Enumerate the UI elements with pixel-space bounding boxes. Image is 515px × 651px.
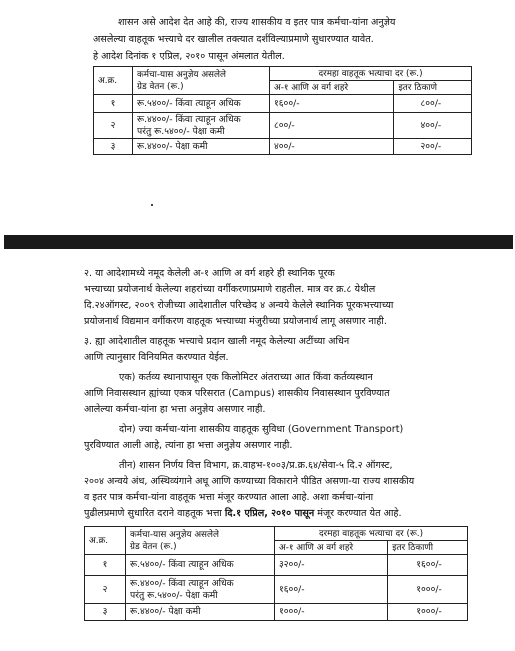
table-row [85,555,468,576]
cell-city-a: १६००/- [270,95,394,113]
cell-grade-line-2: परंतु रू.५४००/- पेक्षा कमी [130,589,218,601]
top-rates-table [93,66,472,155]
para2-line-3: दि.२४ऑगस्ट, २००९ रोजीच्या आदेशातील परिच्छेद ४ अन्वये केलेले स्थानिक पूरकभत्त्याच्या [84,300,394,311]
cond3-line-4-text: पुढीलप्रमाणे सुधारित दराने वाहतूक भत्ता [84,508,225,519]
top-line-3: हे आदेश दिनांक १ एप्रिल, २०१० पासून अंमलात येतील. [93,51,285,62]
cond1-line-2: आणि निवासस्थान ह्यांच्या एकत्र परिसरात (Campus) शासकीय निवासस्थान पुरविण्यात [84,388,390,399]
th-grade [133,67,270,95]
th-grade-line-2: ग्रेड वेतन (रू.) [137,81,184,92]
cell-grade: रू.५४००/- किंवा त्याहून अधिक [133,95,270,113]
cond2-line-2: पुरविण्यात आली आहे, त्यांना हा भत्ता अनुज्ञेय असणार नाही. [84,440,293,451]
th-grade-line-1: कर्मचा-यास अनुज्ञेय असलेले [137,69,226,80]
th-grade-line-1: कर्मचा-यास अनुज्ञेय असलेले [130,529,219,540]
table-row [85,576,468,604]
th-grade [126,527,275,555]
cell-city-other: १०००/- [388,576,468,604]
cond2-line-1: दोन) ज्या कर्मचा-यांना शासकीय वाहतूक सुविधा (Government Transport) [119,424,404,435]
cond3-line-4 [84,506,402,522]
cell-grade-line-1: रू.४४००/- किंवा त्याहून अधिक [130,577,234,589]
cell-city-other: २००/- [394,139,472,155]
top-line-1: शासन असे आदेश देत आहे की, राज्य शासकीय व इतर पात्र कर्मचा-यांना अनुज्ञेय [118,17,396,28]
th-rate: दरमहा वाहतूक भत्याचा दर (रू.) [270,67,472,81]
scan-speck [151,204,153,206]
bottom-rates-table [84,526,468,621]
cell-sr: १ [85,555,126,576]
th-sr: अ.क्र. [94,67,133,95]
cond3-line-2: २००४ अन्वये अंध, अस्थिव्यंगाने अधू आणि कण्याच्या विकाराने पीडित असणा-या राज्य शासकीय [84,476,415,487]
table-row [94,113,472,139]
cell-city-a: ४००/- [270,139,394,155]
para3-line-1: ३. ह्या आदेशातील वाहतूक भत्त्याचे प्रदान खाली नमूद केलेल्या अटींच्या अधिन [84,336,350,347]
cell-city-a: १६००/- [275,576,388,604]
cell-grade [133,113,270,139]
cell-sr: २ [85,576,126,604]
th-city-a: अ-१ आणि अ वर्ग शहरे [270,81,394,95]
effective-date: दि.१ एप्रिल, २०१० पासून [224,508,315,519]
th-city-other: इतर ठिकाणी [388,541,468,555]
cell-city-other: ४००/- [394,113,472,139]
cell-sr: १ [94,95,133,113]
cell-grade: रू.४४००/- पेक्षा कमी [126,604,275,621]
cell-city-a: १०००/- [275,604,388,621]
para2-line-1: २. या आदेशामध्ये नमूद केलेली अ-१ आणि अ वर्ग शहरे ही स्थानिक पूरक [84,268,335,279]
table-row [94,139,472,155]
cond1-line-3: आलेल्या कर्मचा-यांना हा भत्ता अनुज्ञेय असणार नाही. [84,404,266,415]
para2-line-2: भत्त्याच्या प्रयोजनार्थ केलेल्या शहरांच्या वर्गीकरणाप्रमाणे राहतील. मात्र वर क्र.८ येथील [84,284,376,295]
cell-sr: ३ [85,604,126,621]
th-rate: दरमहा वाहतूक भत्याचा दर (रू.) [275,527,468,541]
th-grade-line-2: ग्रेड वेतन (रू.) [130,541,177,552]
cond1-line-1: एक) कर्तव्य स्थानापासून एक किलोमिटर अंतराच्या आत किंवा कर्तव्यस्थान [119,372,373,383]
cell-city-other: १०००/- [388,604,468,621]
cell-sr: २ [94,113,133,139]
table-row [85,604,468,621]
page-divider-bar [4,235,513,249]
table-row [94,95,472,113]
cell-grade: रू.४४००/- पेक्षा कमी [133,139,270,155]
cond3-line-4-tail: मंजूर करण्यात येत आहे. [314,508,402,519]
th-sr: अ.क्र. [85,527,126,555]
para2-line-4: प्रयोजनार्थ विद्यमान वर्गीकरण वाहतूक भत्त्याच्या मंजुरीच्या प्रयोजनार्थ लागू असणार नाही. [84,316,387,327]
cell-city-a: ८००/- [270,113,394,139]
cond3-line-3: व इतर पात्र कर्मचा-यांना वाहतूक भत्ता मंजूर करण्यात आला आहे. अशा कर्मचा-यांना [84,492,374,503]
cond3-line-1: तीन) शासन निर्णय वित्त विभाग, क्र.वाहभ-१००३/प्र.क्र.६४/सेवा-५ दि.२ ऑगस्ट, [119,460,393,471]
th-city-other: इतर ठिकाणे [394,81,472,95]
top-line-2: असलेल्या वाहतूक भत्त्याचे दर खालील तक्त्यात दर्शविल्याप्रमाणे सुधारण्यात यावेत. [93,34,374,45]
cell-city-other: ८००/- [394,95,472,113]
cell-city-a: ३२००/- [275,555,388,576]
cell-grade-line-2: परंतु रू.५४००/- पेक्षा कमी [137,125,225,137]
cell-city-other: १६००/- [388,555,468,576]
cell-sr: ३ [94,139,133,155]
cell-grade-line-1: रू.४४००/- किंवा त्याहून अधिक [137,113,241,125]
cell-grade: रू.५४००/- किंवा त्याहून अधिक [126,555,275,576]
para3-line-2: आणि त्यानुसार विनियमित करण्यात येईल. [84,352,229,363]
th-city-a: अ-१ आणि अ वर्ग शहरे [275,541,388,555]
cell-grade [126,576,275,604]
